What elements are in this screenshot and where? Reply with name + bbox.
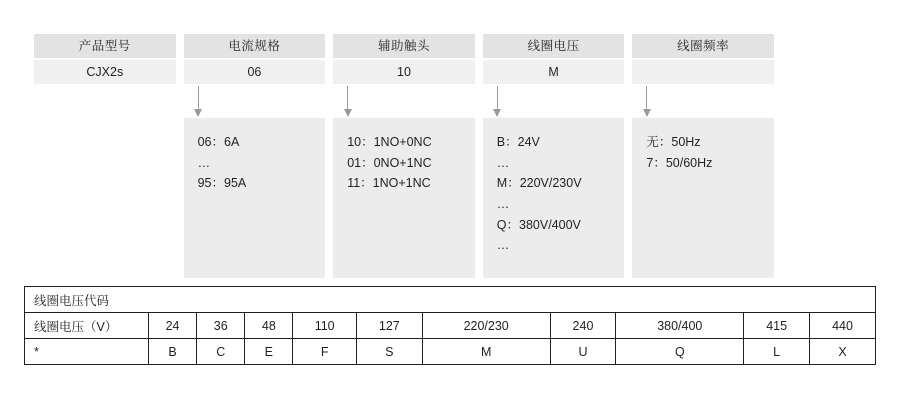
table-row-title <box>25 287 876 313</box>
down-arrow-icon <box>347 86 348 110</box>
code-header-row <box>34 34 774 84</box>
table-cell: 127 <box>356 313 422 339</box>
code-column-4 <box>632 34 774 84</box>
code-detail-panel-1 <box>184 118 326 278</box>
row-label: * <box>25 339 149 365</box>
detail-line: 7：50/60Hz <box>646 155 713 170</box>
code-value-label: M <box>483 60 625 84</box>
table-cell: 220/230 <box>422 313 550 339</box>
code-header-label: 线圈频率 <box>632 34 774 58</box>
detail-line: … <box>197 155 212 170</box>
down-arrow-icon <box>646 86 647 110</box>
detail-line: 01：0NO+1NC <box>347 155 432 170</box>
table-cell: 440 <box>810 313 876 339</box>
code-header-label: 产品型号 <box>34 34 176 58</box>
down-arrow-icon <box>497 86 498 110</box>
product-code-diagram <box>34 34 774 278</box>
code-detail-panel-4 <box>632 118 774 278</box>
code-detail-panel-3 <box>483 118 625 278</box>
detail-line: … <box>496 238 511 253</box>
arrow-slot-4 <box>632 84 774 118</box>
table-cell: 48 <box>245 313 293 339</box>
table-cell: B <box>149 339 197 365</box>
table-row <box>25 339 876 365</box>
table-title: 线圈电压代码 <box>25 287 876 313</box>
detail-line: Q：380V/400V <box>496 217 581 232</box>
row-label: 线圈电压（V） <box>25 313 149 339</box>
detail-line: 10：1NO+0NC <box>347 135 432 149</box>
table-cell: F <box>293 339 357 365</box>
arrow-slot-0 <box>34 84 176 118</box>
code-value-label: 06 <box>184 60 326 84</box>
code-details-row <box>34 118 774 278</box>
detail-line: … <box>496 196 511 211</box>
code-header-label: 辅助触头 <box>333 34 475 58</box>
table-cell: 380/400 <box>616 313 744 339</box>
code-detail-panel-2 <box>333 118 475 278</box>
code-value-label <box>632 60 774 84</box>
table-cell: 36 <box>197 313 245 339</box>
arrow-slot-2 <box>333 84 475 118</box>
table-cell: E <box>245 339 293 365</box>
table-cell: 240 <box>550 313 616 339</box>
table-cell: 24 <box>149 313 197 339</box>
table-cell: M <box>422 339 550 365</box>
table-cell: L <box>744 339 810 365</box>
detail-line: 95：95A <box>197 176 247 191</box>
code-column-3 <box>483 34 625 84</box>
code-header-label: 电流规格 <box>184 34 326 58</box>
detail-line: M：220V/230V <box>496 176 582 191</box>
table-cell: 415 <box>744 313 810 339</box>
table-row <box>25 313 876 339</box>
connector-arrows-row <box>34 84 774 118</box>
detail-line: 11：1NO+1NC <box>347 176 431 191</box>
detail-line: … <box>496 155 511 170</box>
arrow-slot-1 <box>184 84 326 118</box>
code-value-label: CJX2s <box>34 60 176 84</box>
arrow-slot-3 <box>483 84 625 118</box>
down-arrow-icon <box>198 86 199 110</box>
table-cell: X <box>810 339 876 365</box>
table-cell: Q <box>616 339 744 365</box>
table-cell: C <box>197 339 245 365</box>
code-detail-panel-0 <box>34 118 176 278</box>
code-header-label: 线圈电压 <box>483 34 625 58</box>
detail-line: 无：50Hz <box>646 135 701 149</box>
coil-voltage-code-table <box>24 286 876 365</box>
table-cell: S <box>356 339 422 365</box>
detail-line: B：24V <box>496 135 540 149</box>
code-column-0 <box>34 34 176 84</box>
code-column-2 <box>333 34 475 84</box>
code-column-1 <box>184 34 326 84</box>
table-cell: U <box>550 339 616 365</box>
detail-line: 06：6A <box>197 135 240 149</box>
code-value-label: 10 <box>333 60 475 84</box>
table-cell: 110 <box>293 313 357 339</box>
